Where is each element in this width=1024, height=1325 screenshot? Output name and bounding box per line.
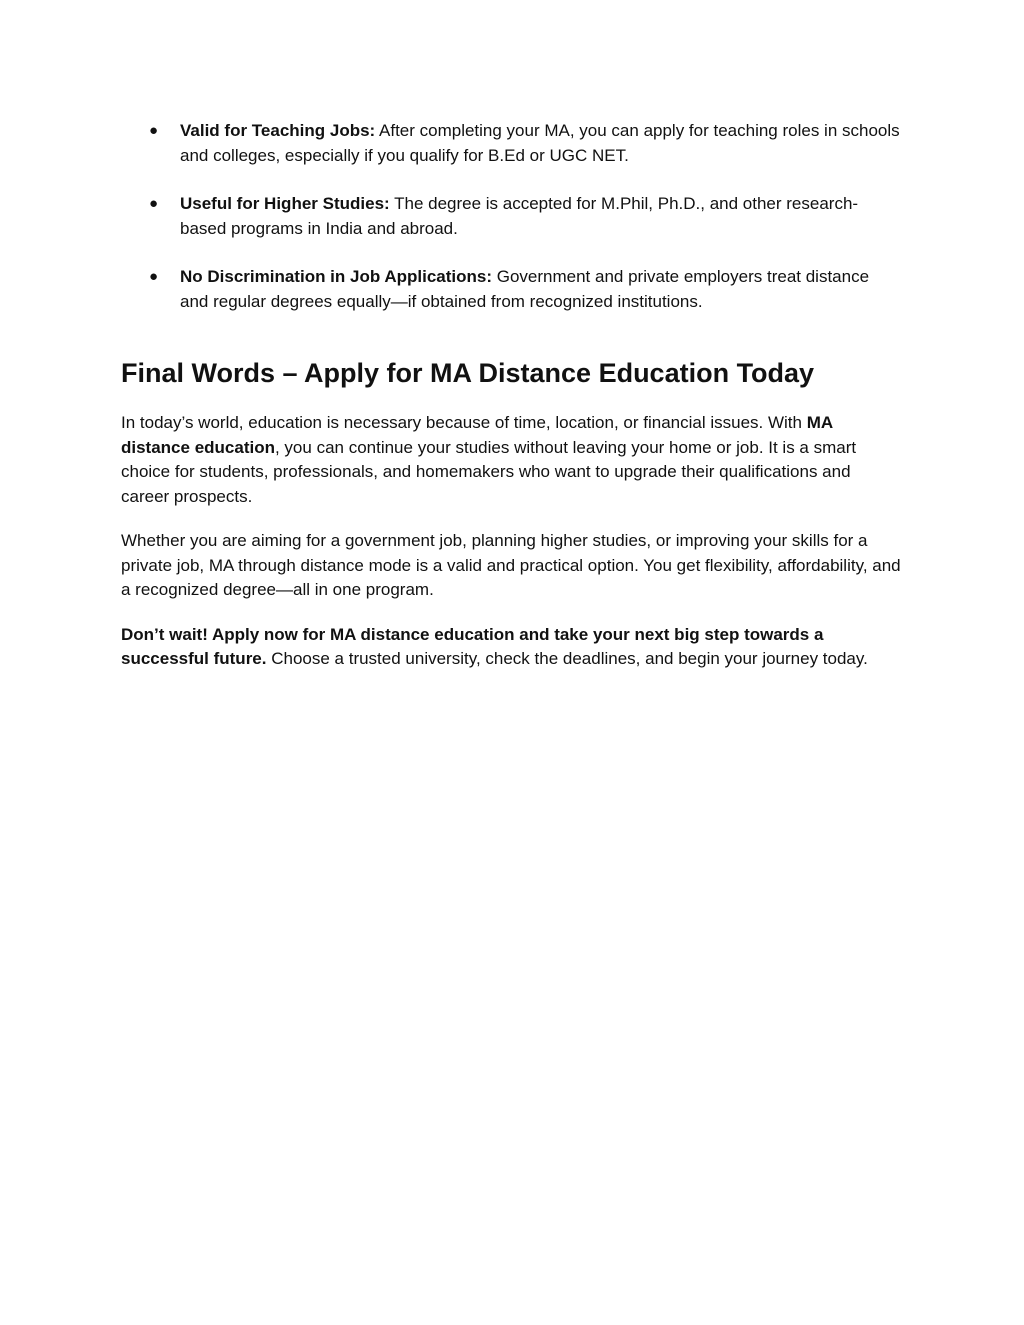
- list-item: [121, 119, 901, 168]
- paragraph-call-to-action: [121, 623, 901, 672]
- bullet-text: After completing your MA, you can apply for teaching roles in schools and colleges, especially if you qualify for B.Ed or UGC NET.: [180, 121, 900, 165]
- benefits-list: [121, 119, 901, 314]
- document-content: [121, 119, 901, 672]
- bullet-icon: ●: [149, 122, 159, 139]
- bullet-title: Valid for Teaching Jobs:: [180, 121, 376, 140]
- paragraph-text: In today’s world, education is necessary because of time, location, or financial issues. With: [121, 413, 807, 432]
- bullet-title: No Discrimination in Job Applications:: [180, 267, 493, 286]
- paragraph-bold-text: Don’t wait! Apply now for MA distance education and take your next big step towards a successful future.: [121, 624, 824, 668]
- paragraph-text: Choose a trusted university, check the deadlines, and begin your journey today.: [266, 649, 868, 668]
- paragraph-text: , you can continue your studies without leaving your home or job. It is a smart choice for students, professionals, and homemakers who want to upgrade their qualifications and career prospects.: [121, 437, 857, 506]
- section-heading: Final Words – Apply for MA Distance Education Today: [121, 358, 815, 388]
- paragraph-options: Whether you are aiming for a government job, planning higher studies, or improving your skills for a private job, MA through distance mode is a valid and practical option. You get flexibility, affordability, and a recognized degree—all in one program.: [121, 531, 901, 599]
- bullet-title: Useful for Higher Studies:: [180, 194, 390, 213]
- bullet-text: The degree is accepted for M.Phil, Ph.D., and other research-based programs in India and abroad.: [180, 194, 859, 238]
- list-item: [121, 192, 901, 241]
- paragraph-intro: [121, 411, 901, 509]
- paragraph-bold-text: MA distance education: [121, 413, 833, 457]
- list-item: [121, 265, 901, 314]
- bullet-text: Government and private employers treat distance and regular degrees equally—if obtained from recognized institutions.: [180, 267, 870, 311]
- bullet-icon: ●: [149, 268, 159, 285]
- bullet-icon: ●: [149, 195, 159, 212]
